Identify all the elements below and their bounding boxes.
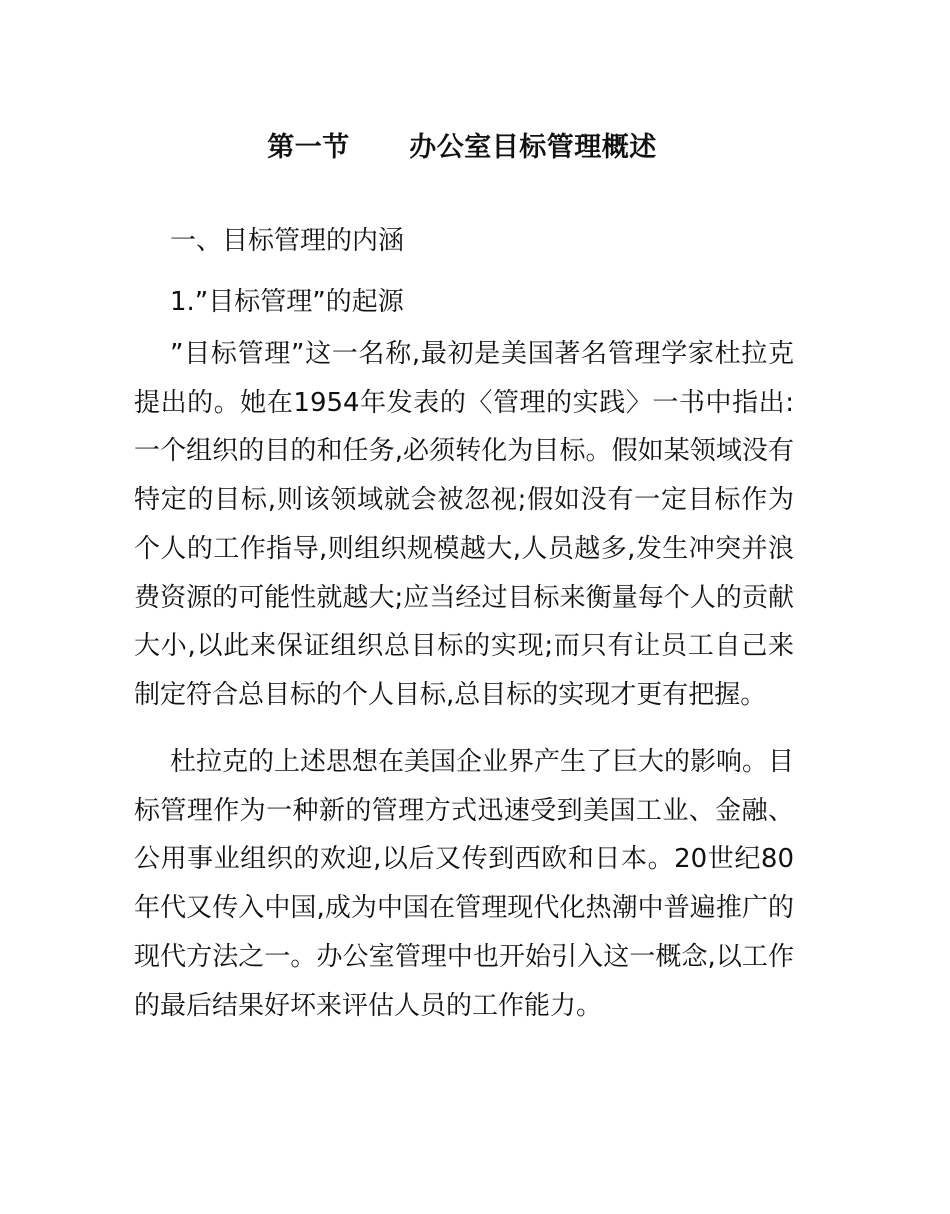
paragraph-influence: 杜拉克的上述思想在美国企业界产生了巨大的影响。目标管理作为一种新的管理方式迅速受到美国工业、金融、公用事业组织的欢迎,以后又传到西欧和日本。20世纪80年代又传入中国,成为中国在管理现代化热潮中普遍推广的现代方法之一。办公室管理中也开始引入这一概念,以工作的最后结果好坏来评估人员的工作能力。: [134, 747, 795, 1021]
section-title: 第一节 办公室目标管理概述: [267, 132, 657, 163]
paragraph-origin: ”目标管理”这一名称,最初是美国著名管理学家杜拉克提出的。她在1954年发表的〈管理的实践〉一书中指出:一个组织的目的和任务,必须转化为目标。假如某领域没有特定的目标,则该领域就会被忽视;假如没有一定目标作为个人的工作指导,则组织规模越大,人员越多,发生冲突并浪费资源的可能性就越大;应当经过目标来衡量每个人的贡献大小,以此来保证组织总目标的实现;而只有让员工自己来制定符合总目标的个人目标,总目标的实现才更有把握。: [134, 339, 794, 710]
heading-meaning: 一、目标管理的内涵: [170, 226, 405, 256]
heading-origin: 1.”目标管理”的起源: [170, 287, 404, 317]
